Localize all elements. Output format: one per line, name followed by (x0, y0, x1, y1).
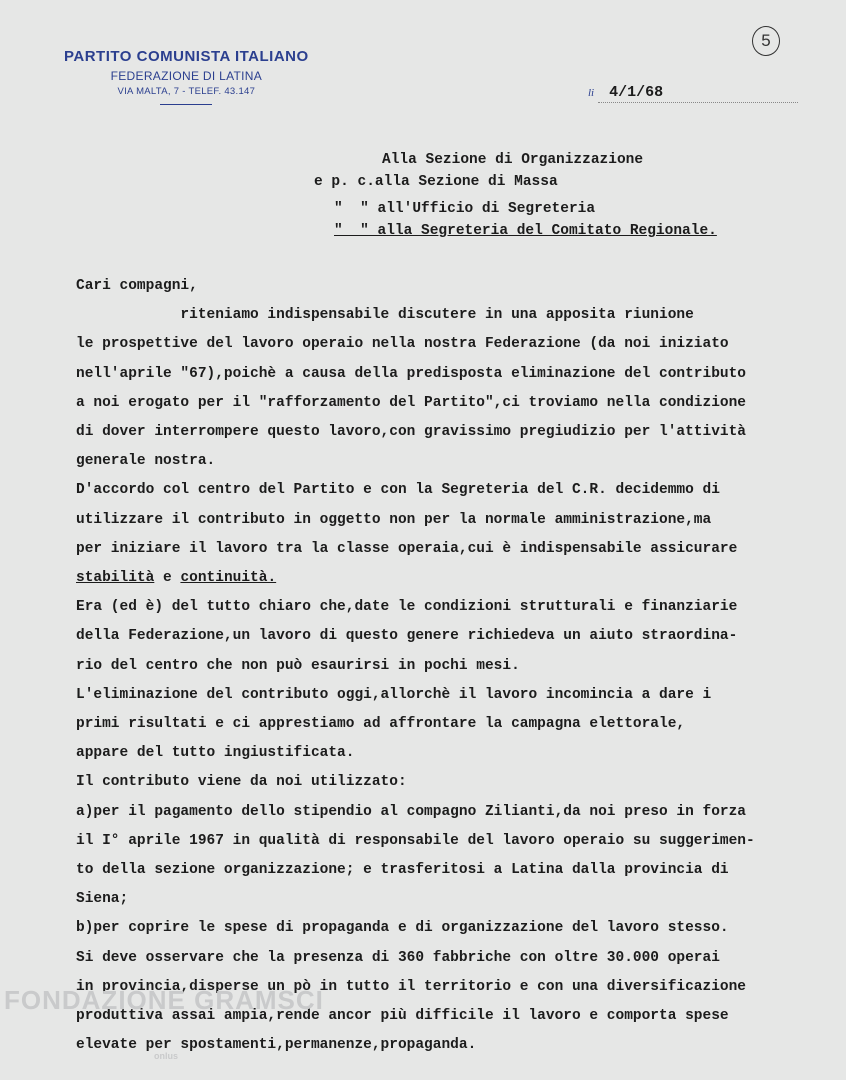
date-value: 4/1/68 (609, 84, 664, 101)
body-line: Era (ed è) del tutto chiaro che,date le condizioni strutturali e finanziarie (76, 599, 738, 616)
body-line: a)per il pagamento dello stipendio al compagno Zilianti,da noi preso in forza (76, 803, 747, 820)
addressee-line: " " all'Ufficio di Segreteria (334, 201, 596, 217)
body-line: Il contributo viene da noi utilizzato: (76, 774, 407, 791)
letterhead-rule (160, 104, 212, 105)
body-line: primi risultati e ci apprestiamo ad affrontare la campagna elettorale, (76, 716, 686, 733)
letterhead-party: PARTITO COMUNISTA ITALIANO (64, 48, 309, 65)
body-line: della Federazione,un lavoro di questo genere richiedeva un aiuto straordina- (76, 628, 738, 645)
body-line: utilizzare il contributo in oggetto non per la normale amministrazione,ma (76, 511, 712, 528)
letterhead-federation: FEDERAZIONE DI LATINA (110, 69, 263, 83)
body-line: nell'aprile "67),poichè a causa della predisposta eliminazione del contributo (76, 365, 747, 382)
page-number: 5 (752, 26, 780, 56)
letterhead (64, 48, 309, 105)
body-line: D'accordo col centro del Partito e con la Segreteria del C.R. decidemmo di (76, 482, 720, 499)
date-dotted-line (598, 102, 798, 103)
body-line: Si deve osservare che la presenza di 360 fabbriche con oltre 30.000 operai (76, 949, 720, 966)
body-line: le prospettive del lavoro operaio nella nostra Federazione (da noi iniziato (76, 336, 729, 353)
body-line: generale nostra. (76, 453, 216, 470)
body-line: L'eliminazione del contributo oggi,allorchè il lavoro incomincia a dare i (76, 686, 712, 703)
letterhead-address: VIA MALTA, 7 - TELEF. 43.147 (117, 86, 256, 97)
body-line: a noi erogato per il "rafforzamento del Partito",ci troviamo nella condizione (76, 394, 747, 411)
body-line: elevate per spostamenti,permanenze,propaganda. (76, 1037, 477, 1054)
watermark-name: FONDAZIONE GRAMSCI (4, 985, 324, 1015)
addressee-line: e p. c.alla Sezione di Massa (314, 174, 558, 190)
body-line: b)per coprire le spese di propaganda e di organizzazione del lavoro stesso. (76, 920, 729, 937)
letter-body (76, 272, 836, 1060)
body-line-underlined: stabilità e continuità. (76, 570, 277, 587)
addressee-line: Alla Sezione di Organizzazione (382, 152, 644, 168)
date-prefix: li (588, 87, 595, 99)
body-line: in provincia,disperse un pò in tutto il territorio e con una diversificazione (76, 978, 747, 995)
body-line: di dover interrompere questo lavoro,con gravissimo pregiudizio per l'attività (76, 424, 747, 441)
addressee-line: " " alla Segreteria del Comitato Regionale. (334, 223, 717, 239)
watermark-sub: onlus (154, 1051, 178, 1061)
body-line: rio del centro che non può esaurirsi in pochi mesi. (76, 657, 520, 674)
underlined-word: stabilità (76, 570, 155, 587)
body-line: to della sezione organizzazione; e trasferitosi a Latina dalla provincia di (76, 862, 729, 879)
body-line: produttiva assai ampia,rende ancor più difficile il lavoro e comporta spese (76, 1008, 729, 1025)
body-line: il I° aprile 1967 in qualità di responsabile del lavoro operaio su suggerimen- (76, 832, 755, 849)
greeting: Cari compagni, (76, 278, 198, 294)
date (588, 84, 663, 101)
body-line: appare del tutto ingiustificata. (76, 745, 355, 762)
body-line: riteniamo indispensabile discutere in una apposita riunione (76, 307, 694, 324)
body-line: per iniziare il lavoro tra la classe operaia,cui è indispensabile assicurare (76, 540, 738, 557)
body-line: Siena; (76, 891, 129, 908)
underlined-word: continuità. (180, 570, 277, 587)
